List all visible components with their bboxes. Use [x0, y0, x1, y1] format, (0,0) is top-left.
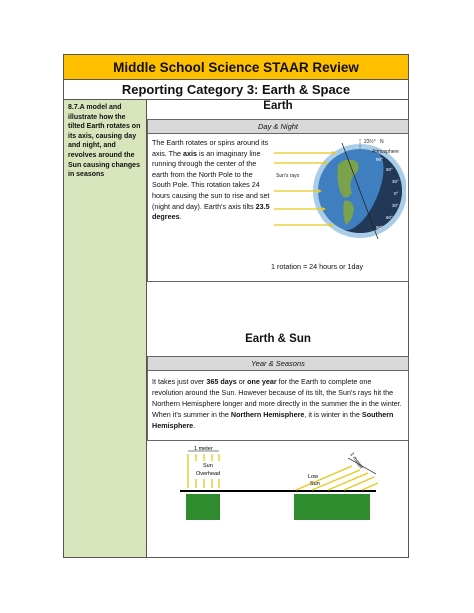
- day-night-text-1: The Earth rotates or spins around its axis. The: [152, 138, 269, 158]
- north-label: N: [380, 139, 384, 145]
- low-sun-ground-patch: [294, 494, 370, 520]
- earth-tilt-diagram: [272, 135, 406, 245]
- axis-term: axis: [183, 148, 198, 158]
- page-title-text: Middle School Science STAAR Review: [113, 59, 359, 75]
- page-title: [63, 54, 409, 80]
- year-seasons-header-text: Year & Seasons: [251, 359, 305, 368]
- meter-label-2: 1 meter: [348, 451, 364, 471]
- low-sun-label-1: Low: [308, 474, 319, 480]
- seasons-text-2: or: [236, 377, 248, 386]
- northern-hemisphere-term: Northern Hemisphere: [230, 410, 305, 419]
- earth-title-text: Earth: [263, 100, 293, 112]
- sun-overhead-label-1: Sun: [203, 463, 213, 469]
- seasons-text-5: .: [193, 421, 196, 430]
- year-seasons-header: [147, 356, 409, 371]
- rotation-note: [271, 262, 363, 271]
- day-night-text-2: is an imaginary line running through the center of the earth from the North Pole to the South Pole. This rotation takes 24 hours causing the sun to rise and set (night and day). Earth's axis tilts: [152, 148, 270, 211]
- day-night-header-text: Day & Night: [257, 122, 299, 131]
- seasons-text-3: for the Earth to complete one revolution around the Sun. However because of its tilt, the Sun's rays hit the Northern Hemisphere longer and more directly in the summer the in the winter. When it's summer in the: [152, 377, 402, 419]
- low-sun-label-2: Sun: [310, 481, 320, 487]
- tilt-angle-label: 23½°: [364, 139, 376, 145]
- overhead-ground-patch: [186, 494, 220, 520]
- lat-equator: 0°: [394, 191, 399, 196]
- year-term: one year: [247, 377, 277, 386]
- rotation-note-text: 1 rotation = 24 hours or 1day: [271, 262, 364, 271]
- day-night-header: [147, 119, 409, 134]
- sun-overhead-label-2: Overhead: [196, 471, 221, 477]
- earth-sun-section-title: [147, 333, 409, 349]
- lat-30n: 30°: [392, 179, 399, 184]
- meter-label-1: 1 meter: [194, 446, 213, 452]
- earth-sun-title-text: Earth & Sun: [245, 333, 311, 345]
- day-night-paragraph: [152, 138, 270, 223]
- days-term: 365 days: [206, 377, 237, 386]
- lat-60s: 60°: [386, 215, 393, 220]
- lat-90s: 90°: [376, 225, 383, 230]
- reporting-category-text: Reporting Category 3: Earth & Space: [121, 82, 351, 97]
- tilt-degrees: 23.5 degrees: [152, 201, 270, 222]
- sun-rays-label: Sun's rays: [276, 173, 300, 179]
- seasons-text-4: , it is winter in the: [304, 410, 362, 419]
- year-seasons-paragraph: [152, 376, 404, 431]
- lat-90n: 90°: [376, 157, 383, 162]
- standard-column: [63, 100, 147, 558]
- sun-angle-diagram: [176, 444, 386, 544]
- atmosphere-label: Atmosphere: [372, 149, 399, 155]
- earth-section-title: [147, 100, 409, 116]
- seasons-text-1: It takes just over: [152, 377, 207, 386]
- day-night-text-3: .: [179, 212, 182, 222]
- southern-hemisphere-term: Southern Hemisphere: [152, 410, 394, 430]
- lat-30s: 30°: [392, 203, 399, 208]
- standard-text: 8.7.A model and illustrate how the tilted Earth rotates on its axis, causing day and night, and revolves around the Sun causing changes in seasons: [68, 104, 141, 179]
- reporting-category-heading: [63, 80, 409, 100]
- lat-60n: 60°: [386, 167, 393, 172]
